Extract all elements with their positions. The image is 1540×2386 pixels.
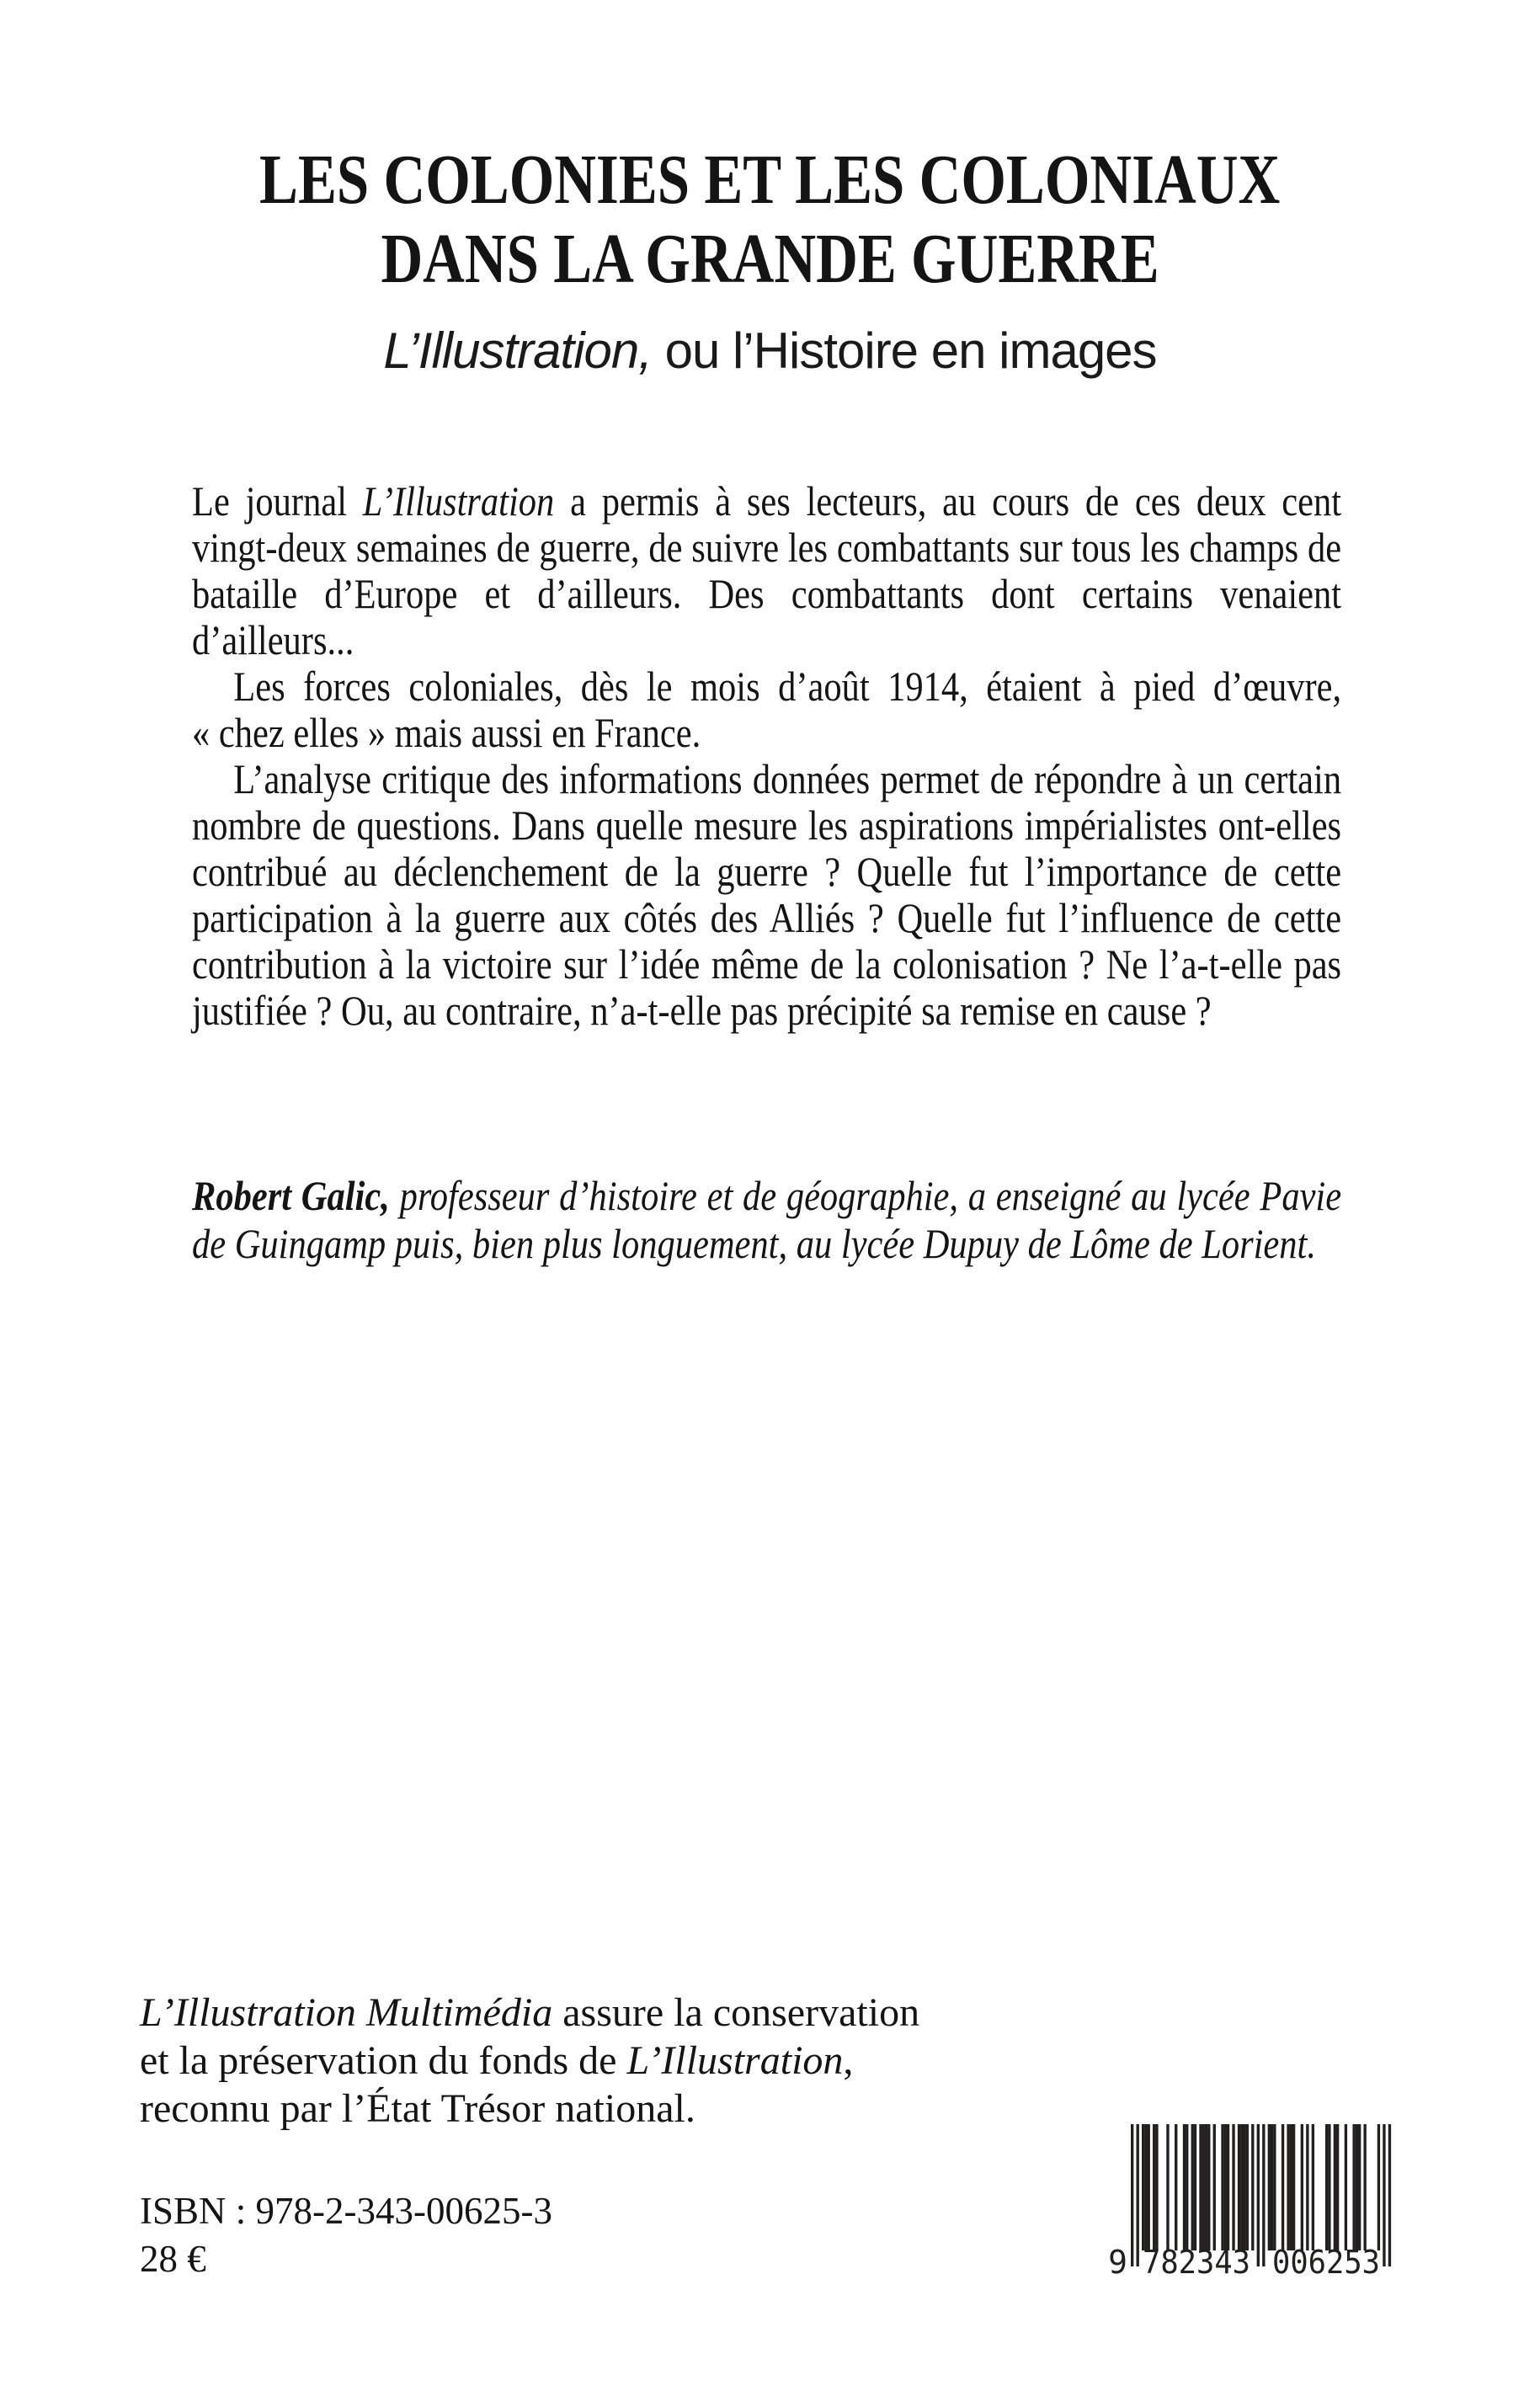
synopsis-paragraph-1: Le journal L’Illustration a permis à ses lecteurs, au cours de ces deux cent vingt-deux semaines de guerre, de suivre les combattants sur tous les champs de bataille d’Europe et d’ailleurs. Des combattants dont certains venaient d’ailleurs...: [192, 477, 1342, 663]
book-title-line-1: [0, 141, 1540, 219]
synopsis-paragraph-3: L’analyse critique des informations données permet de répondre à un certain nombre de questions. Dans quelle mesure les aspirations impérialistes ont-elles contribué au déclenchement de la guerre ? Quelle fut l’importance de cette participation à la guerre aux côtés des Alliés ? Quelle fut l’influence de cette contribution à la victoire sur l’idée même de la colonisation ? Ne l’a-t-elle pas justifiée ? Ou, au contraire, n’a-t-elle pas précipité sa remise en cause ?: [192, 755, 1342, 1034]
book-title-line-1-text: LES COLONIES ET LES COLONIAUX: [259, 141, 1281, 219]
publisher-note-line-2: et la préservation du fonds de L’Illustration,: [140, 2038, 854, 2083]
book-title-line-2: [0, 220, 1540, 298]
publisher-note-line-3: reconnu par l’État Trésor national.: [140, 2086, 695, 2131]
barcode-group2-digits: 006253: [1272, 2244, 1380, 2281]
ean13-barcode: [1106, 2124, 1392, 2280]
isbn-text: ISBN : 978-2-343-00625-3: [140, 2190, 552, 2232]
synopsis-paragraph-2: Les forces coloniales, dès le mois d’août 1914, étaient à pied d’œuvre, « chez elles » mais aussi en France.: [192, 663, 1342, 756]
barcode-lead-digit: 9: [1108, 2244, 1127, 2281]
publisher-note-line-1: L’Illustration Multimédia assure la conservation: [140, 1990, 920, 2035]
publisher-note: [140, 1989, 919, 2133]
price-text: 28 €: [140, 2238, 206, 2280]
barcode-group1-digits: 782343: [1143, 2244, 1250, 2281]
author-bio-note: Robert Galic, professeur d’histoire et de géographie, a enseigné au lycée Pavie de Guingamp puis, bien plus longuement, au lycée Dupuy de Lôme de Lorient.: [192, 1172, 1342, 1267]
synopsis-block: [192, 478, 1341, 1034]
book-subtitle: L’Illustration, ou l’Histoire en images: [383, 322, 1157, 379]
book-title-line-2-text: DANS LA GRANDE GUERRE: [381, 220, 1159, 298]
